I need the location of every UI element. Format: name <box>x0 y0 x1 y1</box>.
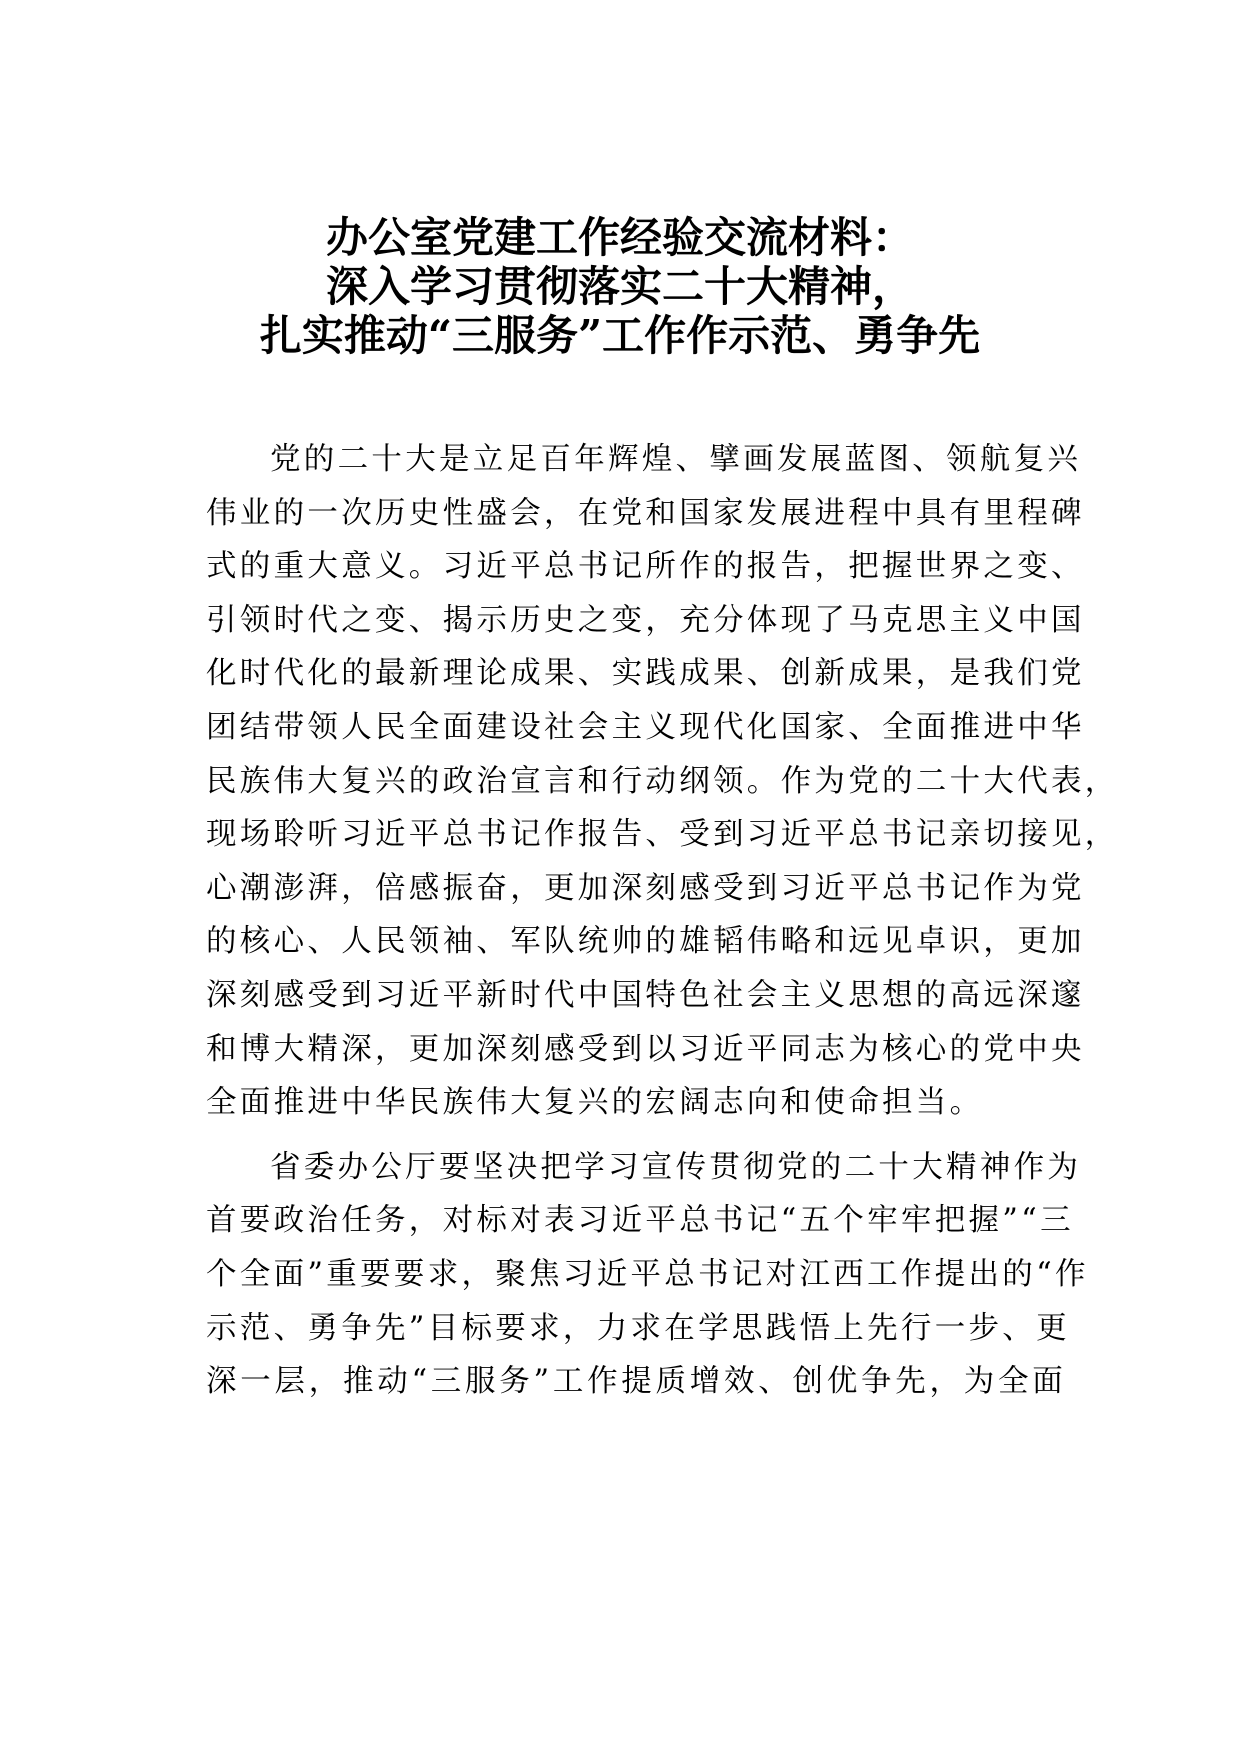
title-line-3: 扎实推动“三服务”工作作示范、勇争先 <box>259 311 981 360</box>
text-line: 省委办公厅要坚决把学习宣传贯彻党的二十大精神作为 <box>270 1149 1082 1185</box>
paragraph-2 <box>206 1141 1089 1409</box>
document-title <box>180 213 1060 360</box>
text-line: 引领时代之变、揭示历史之变，充分体现了马克思主义中国 <box>206 602 1085 638</box>
text-line: 民族伟大复兴的政治宣言和行动纲领。作为党的二十大代表， <box>206 763 1119 799</box>
text-line: 心潮澎湃，倍感振奋，更加深刻感受到习近平总书记作为党 <box>206 870 1085 906</box>
text-line: 深刻感受到习近平新时代中国特色社会主义思想的高远深邃 <box>206 977 1085 1013</box>
text-line: 化时代化的最新理论成果、实践成果、创新成果，是我们党 <box>206 656 1085 692</box>
paragraph-spacer <box>206 1130 1066 1141</box>
text-line: 示范、勇争先”目标要求，力求在学思践悟上先行一步、更 <box>206 1310 1070 1346</box>
text-line: 深一层，推动“三服务”工作提质增效、创优争先，为全面 <box>206 1364 1066 1400</box>
text-line: 全面推进中华民族伟大复兴的宏阔志向和使命担当。 <box>206 1085 984 1121</box>
text-line: 的核心、人民领袖、军队统帅的雄韬伟略和远见卓识，更加 <box>206 924 1085 960</box>
paragraph-1 <box>206 433 1119 1130</box>
document-body <box>206 433 1119 1409</box>
text-line: 式的重大意义。习近平总书记所作的报告，把握世界之变、 <box>206 549 1085 585</box>
text-line: 现场聆听习近平总书记作报告、受到习近平总书记亲切接见， <box>206 817 1119 853</box>
text-line: 伟业的一次历史性盛会，在党和国家发展进程中具有里程碑 <box>206 495 1085 531</box>
text-line: 党的二十大是立足百年辉煌、擘画发展蓝图、领航复兴 <box>270 442 1082 477</box>
text-line: 和博大精深，更加深刻感受到以习近平同志为核心的党中央 <box>206 1031 1085 1067</box>
text-line: 个全面”重要要求，聚焦习近平总书记对江西工作提出的“作 <box>206 1256 1089 1292</box>
text-line: 首要政治任务，对标对表习近平总书记“五个牢牢把握”“三 <box>206 1203 1074 1239</box>
title-line-2: 深入学习贯彻落实二十大精神， <box>325 262 914 311</box>
text-line: 团结带领人民全面建设社会主义现代化国家、全面推进中华 <box>206 709 1085 745</box>
title-line-1: 办公室党建工作经验交流材料： <box>325 213 914 262</box>
